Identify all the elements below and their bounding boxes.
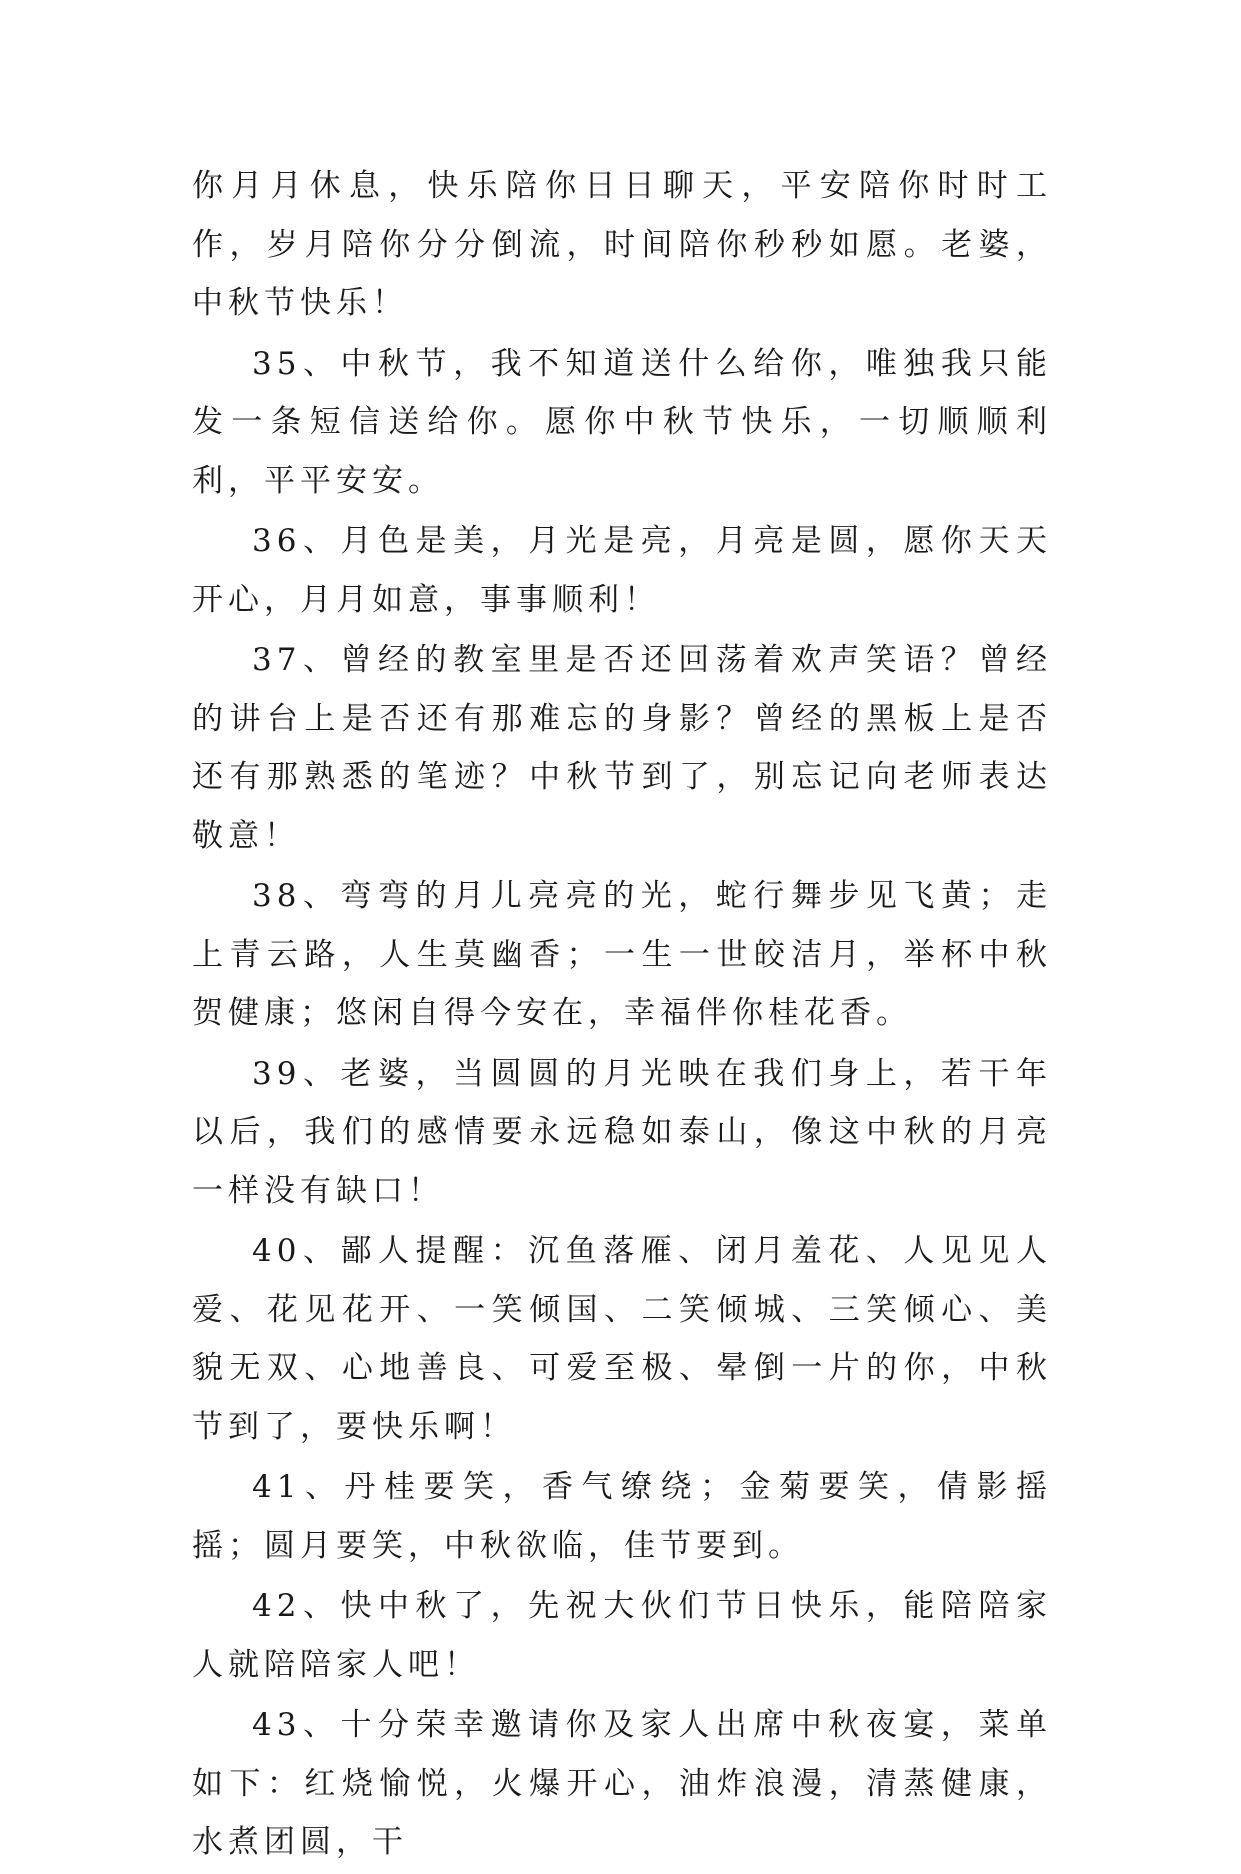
paragraph-40: 40、鄙人提醒：沉鱼落雁、闭月羞花、人见见人爱、花见花开、一笑倾国、二笑倾城、三笑倾心、美貌无双、心地善良、可爱至极、晕倒一片的你，中秋节到了，要快乐啊！ [192, 1233, 1052, 1445]
paragraph-35: 35、中秋节，我不知道送什么给你，唯独我只能发一条短信送给你。愿你中秋节快乐，一切顺顺利利，平平安安。 [192, 345, 1052, 499]
paragraph-42: 42、快中秋了，先祝大伙们节日快乐，能陪陪家人就陪陪家人吧！ [192, 1588, 1052, 1683]
paragraph-34-continued: 你月月休息，快乐陪你日日聊天，平安陪你时时工作，岁月陪你分分倒流，时间陪你秒秒如愿。老婆，中秋节快乐！ [192, 168, 1052, 321]
document-body [192, 157, 1052, 1874]
paragraph-38: 38、弯弯的月儿亮亮的光，蛇行舞步见飞黄；走上青云路，人生莫幽香；一生一世皎洁月，举杯中秋贺健康；悠闲自得今安在，幸福伴你桂花香。 [192, 878, 1052, 1031]
paragraph-36: 36、月色是美，月光是亮，月亮是圆，愿你天天开心，月月如意，事事顺利！ [192, 523, 1052, 618]
paragraph-43: 43、十分荣幸邀请你及家人出席中秋夜宴，菜单如下：红烧愉悦，火爆开心，油炸浪漫，清蒸健康，水煮团圆，干 [192, 1707, 1052, 1860]
paragraph-37: 37、曾经的教室里是否还回荡着欢声笑语？曾经的讲台上是否还有那难忘的身影？曾经的黑板上是否还有那熟悉的笔迹？中秋节到了，别忘记向老师表达敬意！ [192, 642, 1052, 854]
paragraph-39: 39、老婆，当圆圆的月光映在我们身上，若干年以后，我们的感情要永远稳如泰山，像这中秋的月亮一样没有缺口！ [192, 1055, 1052, 1209]
paragraph-41: 41、丹桂要笑，香气缭绕；金菊要笑，倩影摇摇；圆月要笑，中秋欲临，佳节要到。 [192, 1469, 1052, 1564]
